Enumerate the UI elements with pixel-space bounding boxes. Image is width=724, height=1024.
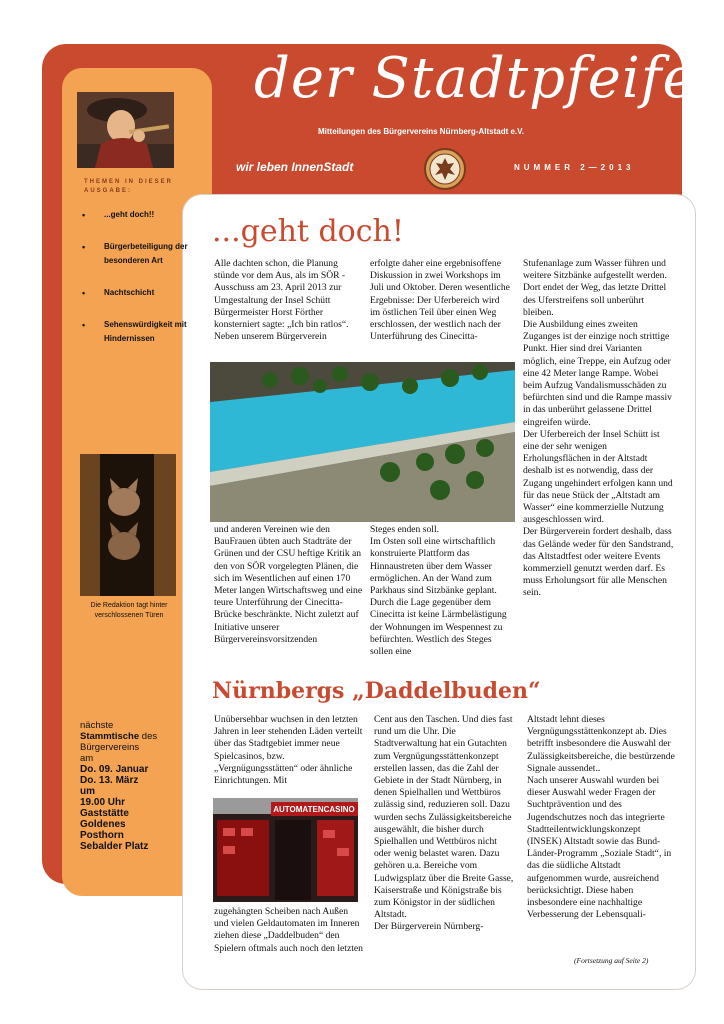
meeting-line: am	[80, 753, 94, 764]
continued-note[interactable]: (Fortsetzung auf Seite 2)	[574, 956, 649, 965]
paragraph: und anderen Vereinen wie den BauFrauen übten auch Stadträte der Grünen und der CSU heftige Kritik an den von SÖR vorgelegten Plänen, die sich im Wesentlichen auf einen 170 Meter langen Wirtschaftsweg und eine teure Unterführung der Cinecitta-Brücke beschränkte. Nicht zuletzt auf Initiative unserer Bürgervereinsvorsitzenden	[214, 524, 363, 645]
newsletter-title: der Stadtpfeifer	[254, 46, 724, 111]
newsletter-subtitle: Mitteilungen des Bürgervereins Nürnberg-Altstadt e.V.	[318, 127, 524, 136]
meeting-date: Do. 13. März	[80, 775, 139, 786]
photo-caption: Die Redaktion tagt hinter verschlossenen Türen	[90, 602, 168, 619]
paragraph: Stufenanlage zum Wasser führen und weitere Sitzbänke aufgestellt werden.	[523, 258, 667, 282]
article-headline: ...geht doch!	[212, 214, 404, 249]
paragraph: Die Ausbildung eines zweiten Zuganges ist der einzige noch strittige Punkt. Hier sind drei Varianten möglich, eine Treppe, ein Aufzug oder eine 42 Meter lange Rampe. Wobei beim Aufzug Vandalismusschäden zu befürchten sind und die Rampe massiv in das unberührt gelassene Drittel eingreifen würde.	[523, 319, 672, 428]
newsletter-motto: wir leben InnenStadt	[236, 160, 354, 174]
paragraph: Alle dachten schon, die Planung stünde vor dem Aus, als im SÖR -Ausschuss am 23. April 2013 zur Umgestaltung der Insel Schütt Bürgermeister Horst Förther konsterniert sagte: „Ich bin ratlos“.	[214, 258, 349, 331]
piper-portrait-image	[77, 92, 174, 168]
paragraph: erfolgte daher eine ergebnisoffene Diskussion in zwei Workshops im Juli und Oktober. Deren wesentliche Ergebnisse: Der Uferbereich wird im östlichen Teil über einen Weg erschlossen, der westlich nach der Unterführung des Cinecitta-	[370, 258, 510, 343]
model-riverbank-image	[210, 362, 515, 522]
meeting-venue: Posthorn	[80, 830, 124, 841]
meeting-strong: Stammtische	[80, 731, 140, 742]
article-column	[370, 258, 510, 343]
meeting-venue: Goldenes	[80, 819, 126, 830]
contents-heading: THEMEN IN DIESER AUSGABE:	[84, 179, 174, 194]
paragraph: Der Uferbereich der Insel Schütt ist eine der sehr wenigen Erholungsflächen in der Altstadt deshalb ist es notwendig, dass der Zugang ungehindert erfolgen kann und für das neue Stück der „Altstadt am Wasser“ eine kommerzielle Nutzung ausgeschlossen wird.	[523, 428, 673, 526]
article-column	[374, 714, 514, 934]
casino-storefront-image	[213, 798, 358, 902]
meeting-line: des	[139, 731, 158, 742]
meeting-info	[80, 720, 208, 852]
table-of-contents	[80, 208, 210, 364]
paragraph: Altstadt lehnt dieses Vergnügungsstättenkonzept ab. Dies betrifft insbesondere die Auswahl der Zulässigkeitsbereiche, die bestürzende Signale aussendet..	[527, 714, 675, 774]
article-column	[214, 258, 364, 343]
meeting-date: Do. 09. Januar	[80, 764, 149, 775]
meeting-line: nächste	[80, 720, 114, 731]
meeting-venue: Gaststätte	[80, 808, 129, 819]
paragraph: Im Osten soll eine wirtschaftlich konstruierte Plattform das Hinnaustreten über dem Wasser ermöglichen. An der Wand zum Parkhaus sind Sitzbänke geplant. Durch die Lage gegenüber dem Cinecitta ist keine Lärmbelästigung der Wohnungen im Wespennest zu befürchten. Westlich des Steges sollen eine	[370, 536, 507, 658]
paragraph: Dort endet der Weg, das letzte Drittel des Uferstreifens soll unberührt bleiben.	[523, 282, 667, 318]
meeting-line: um	[80, 786, 95, 797]
article-column	[370, 524, 510, 658]
city-seal-icon	[424, 148, 466, 190]
article-column	[214, 906, 364, 955]
paragraph: Steges enden soll.	[370, 524, 440, 535]
toc-item[interactable]: • Bürgerbeteiligung der besonderen Art	[80, 240, 210, 268]
meeting-venue: Sebalder Platz	[80, 841, 149, 852]
article-column	[214, 714, 364, 787]
article-column	[527, 714, 675, 921]
article-column	[214, 524, 364, 646]
meeting-line: Bürgervereins	[80, 742, 140, 753]
toc-item[interactable]: • Nachtschicht	[80, 286, 210, 300]
paragraph: Unübersehbar wuchsen in den letzten Jahren in leer stehenden Läden verteilt über das Stadtgebiet immer neue Spielcasinos, bzw. „Vergnügungsstätten“ oder ähnliche Einrichtungen. Mit	[214, 714, 363, 787]
paragraph: Der Bürgerverein Nürnberg-	[374, 921, 484, 933]
paragraph: Der Bürgerverein fordert deshalb, dass das Gelände weder für den Sandstrand, das Altstadtfest oder weitere Events kommerziell genutzt werden darf. Es muss Erholungsort für alle Menschen sein.	[523, 526, 674, 599]
toc-item[interactable]: • ...geht doch!!	[80, 208, 210, 222]
paragraph: Cent aus den Taschen. Und dies fast rund um die Uhr. Die Stadtverwaltung hat ein Gutachten zum Vergnügungsstättenkonzept erstellen lassen, das die Zahl der Gebiete in der Stadt Nürnberg, in denen Spielhallen und Wettbüros zulässig sind, reduzieren soll. Dazu wurden sechs Zulässigkeitsbereiche ausgewählt, die bisher durch Spielhallen und Wettbüros nicht oder wenig belastet waren. Dazu gehören u.a. Bereiche vom Ludwigsplatz über die Breite Gasse, Kaiserstraße und Königstraße bis zum Königstor in der südlichen Altstadt.	[374, 714, 514, 921]
issue-number: NUMMER 2—2013	[514, 163, 635, 172]
cats-behind-door-image	[80, 454, 176, 596]
meeting-time: 19.00 Uhr	[80, 797, 126, 808]
paragraph: Neben unserem Bürgerverein	[214, 331, 327, 343]
casino-sign: AUTOMATENCASINO	[273, 805, 355, 814]
toc-item[interactable]: • Sehenswürdigkeit mit Hindernissen	[80, 318, 210, 346]
paragraph: Nach unserer Auswahl wurden bei dieser Auswahl weder Fragen der Suchtprävention und des Jugendschutzes noch das integrierte Stadtteilentwicklungskonzept (INSEK) Altstadt sowie das Bund-Länder-Programm „Soziale Stadt“, in das die südliche Altstadt aufgenommen wurde, ausreichend berücksichtigt. Diese haben insbesondere eine nachhaltige Verbesserung der Lebensquali-	[527, 775, 672, 921]
article-headline: Nürnbergs „Daddelbuden“	[212, 678, 541, 704]
meeting-line	[80, 731, 208, 742]
paragraph: zugehängten Scheiben nach Außen und vielen Geldautomaten im Inneren ziehen diese „Daddelbuden“ den Spielern oftmals auch noch den letzten	[214, 906, 363, 954]
article-column	[523, 258, 675, 600]
